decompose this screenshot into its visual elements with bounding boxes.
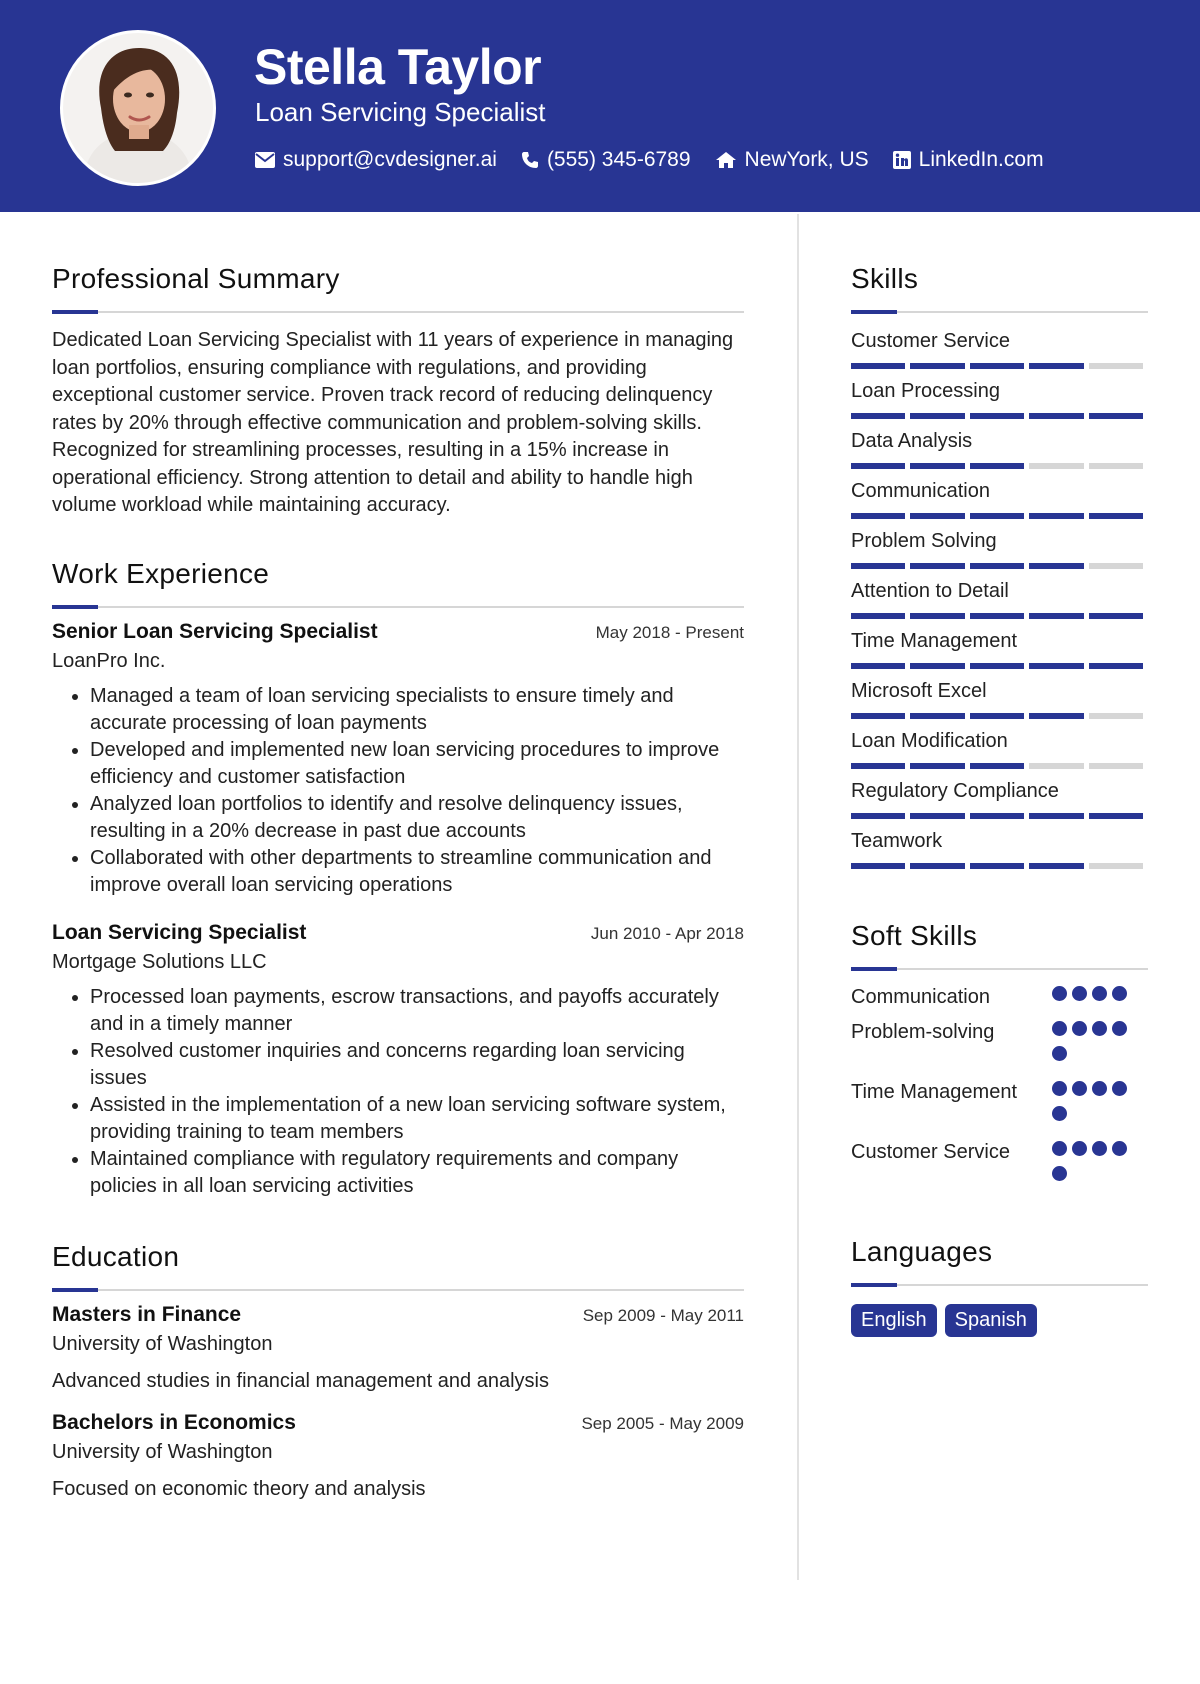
skill-name: Problem Solving: [851, 530, 997, 552]
soft-skill-item: [851, 984, 1148, 1011]
skill-segment-filled: [910, 813, 964, 819]
rating-dot: [1092, 1141, 1107, 1156]
skill-item: [851, 727, 1148, 777]
skill-item: [851, 477, 1148, 527]
rating-dot: [1092, 1021, 1107, 1036]
skill-level-bar: [851, 613, 1148, 619]
rating-dot: [1052, 1046, 1067, 1061]
candidate-title: Loan Servicing Specialist: [255, 97, 546, 127]
skill-segment-filled: [970, 863, 1024, 869]
skill-segment-empty: [1029, 763, 1083, 769]
rating-dot: [1072, 986, 1087, 1001]
skill-level-bar: [851, 563, 1148, 569]
education-date: Sep 2005 - May 2009: [581, 1413, 744, 1433]
skill-segment-filled: [851, 513, 905, 519]
section-rule: [851, 967, 1148, 970]
rating-dot: [1112, 1021, 1127, 1036]
skill-segment-filled: [970, 363, 1024, 369]
degree-title: Bachelors in Economics: [52, 1410, 296, 1434]
job-company: LoanPro Inc.: [52, 649, 166, 672]
skill-item: [851, 777, 1148, 827]
skill-segment-filled: [910, 663, 964, 669]
job-bullet: • Managed a team of loan servicing specialists to ensure timely and accurate processing of loan payments: [90, 683, 744, 737]
language-tag: English: [851, 1304, 937, 1337]
skill-segment-filled: [910, 413, 964, 419]
skill-segment-filled: [1089, 513, 1143, 519]
skill-segment-filled: [851, 613, 905, 619]
soft-skill-dots: [1052, 1079, 1148, 1131]
skill-segment-empty: [1029, 463, 1083, 469]
skill-segment-filled: [851, 413, 905, 419]
phone-icon: [521, 151, 539, 169]
home-icon: [715, 151, 737, 169]
skill-name: Loan Modification: [851, 730, 1008, 752]
job-bullet: • Assisted in the implementation of a new loan servicing software system, providing training to team members: [90, 1092, 744, 1146]
job-bullet: • Analyzed loan portfolios to identify and resolve delinquency issues, resulting in a 20% decrease in past due accounts: [90, 791, 744, 845]
skill-segment-filled: [910, 363, 964, 369]
rating-dot: [1052, 1166, 1067, 1181]
job-entry: [52, 620, 744, 899]
summary-text: Dedicated Loan Servicing Specialist with 11 years of experience in managing loan portfolios, ensuring compliance with regulations, and providing exceptional customer service. Proven track record of reducing delinquency rates by 20% through effective communication and problem-solving skills. Recognized for streamlining processes, resulting in a 15% increase in operational efficiency. Strong attention to detail and ability to handle high volume workload while maintaining accuracy.: [52, 329, 734, 516]
rating-dot: [1072, 1021, 1087, 1036]
section-rule: [851, 310, 1148, 313]
portrait-image: [63, 33, 213, 183]
skill-name: Teamwork: [851, 830, 943, 852]
school-name: University of Washington: [52, 1440, 273, 1463]
contact-location-text: NewYork, US: [744, 148, 869, 171]
contact-email-text: support@cvdesigner.ai: [283, 148, 497, 171]
rating-dot: [1092, 1081, 1107, 1096]
education-description: Focused on economic theory and analysis: [52, 1477, 426, 1500]
profile-photo: [60, 30, 216, 186]
skill-segment-filled: [1029, 413, 1083, 419]
skill-item: [851, 677, 1148, 727]
skill-segment-filled: [851, 463, 905, 469]
contact-linkedin[interactable]: [893, 148, 1044, 172]
skill-segment-filled: [851, 663, 905, 669]
job-title: Loan Servicing Specialist: [52, 920, 307, 944]
rating-dot: [1112, 986, 1127, 1001]
skill-level-bar: [851, 763, 1148, 769]
skill-segment-filled: [1029, 863, 1083, 869]
section-rule: [52, 1288, 744, 1291]
school-name: University of Washington: [52, 1332, 273, 1355]
skill-segment-filled: [970, 463, 1024, 469]
skill-name: Communication: [851, 480, 990, 502]
skill-segment-filled: [910, 613, 964, 619]
skill-segment-filled: [851, 863, 905, 869]
job-bullets: [52, 683, 744, 899]
job-bullet: • Maintained compliance with regulatory requirements and company policies in all loan servicing activities: [90, 1146, 744, 1200]
education-description: Advanced studies in financial management and analysis: [52, 1369, 549, 1392]
soft-skill-dots: [1052, 1139, 1148, 1191]
skill-segment-empty: [1089, 563, 1143, 569]
skill-segment-filled: [910, 713, 964, 719]
skill-segment-filled: [970, 513, 1024, 519]
job-title: Senior Loan Servicing Specialist: [52, 619, 378, 643]
skill-item: [851, 577, 1148, 627]
summary-heading: Professional Summary: [52, 263, 340, 294]
skill-segment-filled: [970, 713, 1024, 719]
soft-skill-item: [851, 1019, 1148, 1071]
skill-segment-filled: [1029, 563, 1083, 569]
skill-segment-filled: [970, 613, 1024, 619]
skill-segment-filled: [1089, 613, 1143, 619]
rating-dot: [1052, 1106, 1067, 1121]
rating-dot: [1052, 1081, 1067, 1096]
skill-level-bar: [851, 513, 1148, 519]
section-rule: [52, 310, 744, 313]
job-date: May 2018 - Present: [595, 622, 744, 642]
job-bullet: • Resolved customer inquiries and concerns regarding loan servicing issues: [90, 1038, 744, 1092]
skill-segment-filled: [910, 563, 964, 569]
skill-segment-filled: [910, 513, 964, 519]
soft-skill-dots: [1052, 984, 1148, 1011]
skill-segment-filled: [1029, 813, 1083, 819]
soft-skill-item: [851, 1079, 1148, 1131]
main-column: [52, 262, 744, 1501]
soft-skill-dots: [1052, 1019, 1148, 1071]
contact-email[interactable]: [255, 148, 497, 172]
skill-segment-filled: [1089, 663, 1143, 669]
soft-skill-name: Problem-solving: [851, 1021, 995, 1043]
skill-segment-filled: [970, 413, 1024, 419]
languages-heading: Languages: [851, 1236, 993, 1267]
job-date: Jun 2010 - Apr 2018: [590, 923, 744, 943]
section-rule: [52, 605, 744, 608]
column-divider: [797, 214, 799, 1580]
skill-segment-filled: [851, 563, 905, 569]
skill-level-bar: [851, 863, 1148, 869]
rating-dot: [1052, 986, 1067, 1001]
linkedin-icon: [893, 151, 911, 169]
envelope-icon: [255, 152, 275, 168]
skill-segment-filled: [910, 863, 964, 869]
soft-skills-section: [851, 919, 1148, 1191]
skill-name: Attention to Detail: [851, 580, 1009, 602]
education-date: Sep 2009 - May 2011: [582, 1305, 744, 1325]
skill-name: Microsoft Excel: [851, 680, 987, 702]
job-bullet: • Developed and implemented new loan servicing procedures to improve efficiency and customer satisfaction: [90, 737, 744, 791]
header-banner: [0, 0, 1200, 212]
soft-skill-name: Time Management: [851, 1081, 1017, 1103]
skill-level-bar: [851, 713, 1148, 719]
degree-title: Masters in Finance: [52, 1302, 242, 1326]
skill-segment-filled: [851, 763, 905, 769]
skill-segment-empty: [1089, 863, 1143, 869]
skill-segment-empty: [1089, 463, 1143, 469]
skill-name: Loan Processing: [851, 380, 1000, 402]
skill-level-bar: [851, 463, 1148, 469]
education-entry: [52, 1411, 744, 1501]
skill-segment-filled: [1089, 413, 1143, 419]
contact-phone[interactable]: [521, 148, 691, 172]
skill-segment-filled: [910, 463, 964, 469]
skill-segment-filled: [910, 763, 964, 769]
rating-dot: [1052, 1141, 1067, 1156]
soft-skills-heading: Soft Skills: [851, 920, 978, 951]
skill-segment-empty: [1089, 713, 1143, 719]
skill-name: Data Analysis: [851, 430, 973, 452]
skill-segment-filled: [851, 713, 905, 719]
skill-segment-filled: [1029, 363, 1083, 369]
job-bullet: • Collaborated with other departments to streamline communication and improve overall loan servicing operations: [90, 845, 744, 899]
skill-level-bar: [851, 663, 1148, 669]
skill-item: [851, 427, 1148, 477]
experience-heading: Work Experience: [52, 557, 270, 589]
skill-segment-filled: [970, 563, 1024, 569]
skill-level-bar: [851, 363, 1148, 369]
rating-dot: [1112, 1141, 1127, 1156]
sidebar-column: [851, 262, 1148, 1337]
skill-segment-filled: [1029, 513, 1083, 519]
candidate-name: Stella Taylor: [254, 39, 542, 95]
soft-skill-name: Customer Service: [851, 1141, 1010, 1163]
skill-item: [851, 327, 1148, 377]
education-heading: Education: [52, 1240, 180, 1272]
skill-segment-filled: [970, 813, 1024, 819]
soft-skill-item: [851, 1139, 1148, 1191]
summary-section: [52, 262, 744, 520]
soft-skills-list: [851, 984, 1148, 1191]
contact-list: [255, 145, 1068, 175]
skill-segment-filled: [851, 813, 905, 819]
skill-segment-empty: [1089, 763, 1143, 769]
skill-item: [851, 377, 1148, 427]
languages-section: [851, 1235, 1148, 1337]
skills-section: [851, 262, 1148, 877]
contact-linkedin-text: LinkedIn.com: [918, 148, 1044, 171]
job-entry: [52, 921, 744, 1200]
section-rule: [851, 1283, 1148, 1286]
skills-heading: Skills: [851, 263, 919, 294]
language-tag: Spanish: [945, 1304, 1037, 1337]
skill-segment-filled: [970, 663, 1024, 669]
rating-dot: [1072, 1081, 1087, 1096]
skill-level-bar: [851, 413, 1148, 419]
rating-dot: [1072, 1141, 1087, 1156]
skill-item: [851, 827, 1148, 877]
education-entry: [52, 1303, 744, 1393]
skill-segment-filled: [851, 363, 905, 369]
skill-segment-filled: [1089, 813, 1143, 819]
contact-location: [715, 148, 869, 172]
languages-list: [851, 1304, 1148, 1337]
soft-skill-name: Communication: [851, 986, 990, 1008]
skill-segment-empty: [1089, 363, 1143, 369]
job-bullet: • Processed loan payments, escrow transactions, and payoffs accurately and in a timely manner: [90, 984, 744, 1038]
rating-dot: [1112, 1081, 1127, 1096]
skill-segment-filled: [1029, 713, 1083, 719]
skill-level-bar: [851, 813, 1148, 819]
skill-name: Customer Service: [851, 330, 1010, 352]
skill-segment-filled: [970, 763, 1024, 769]
job-bullets: [52, 984, 744, 1200]
contact-phone-text: (555) 345-6789: [546, 148, 691, 171]
skill-name: Regulatory Compliance: [851, 780, 1059, 802]
skill-item: [851, 627, 1148, 677]
skill-segment-filled: [1029, 613, 1083, 619]
experience-section: [52, 557, 744, 1200]
job-company: Mortgage Solutions LLC: [52, 950, 267, 973]
rating-dot: [1052, 1021, 1067, 1036]
skill-item: [851, 527, 1148, 577]
rating-dot: [1092, 986, 1107, 1001]
skills-list: [851, 327, 1148, 877]
skill-segment-filled: [1029, 663, 1083, 669]
education-section: [52, 1240, 744, 1501]
skill-name: Time Management: [851, 630, 1017, 652]
